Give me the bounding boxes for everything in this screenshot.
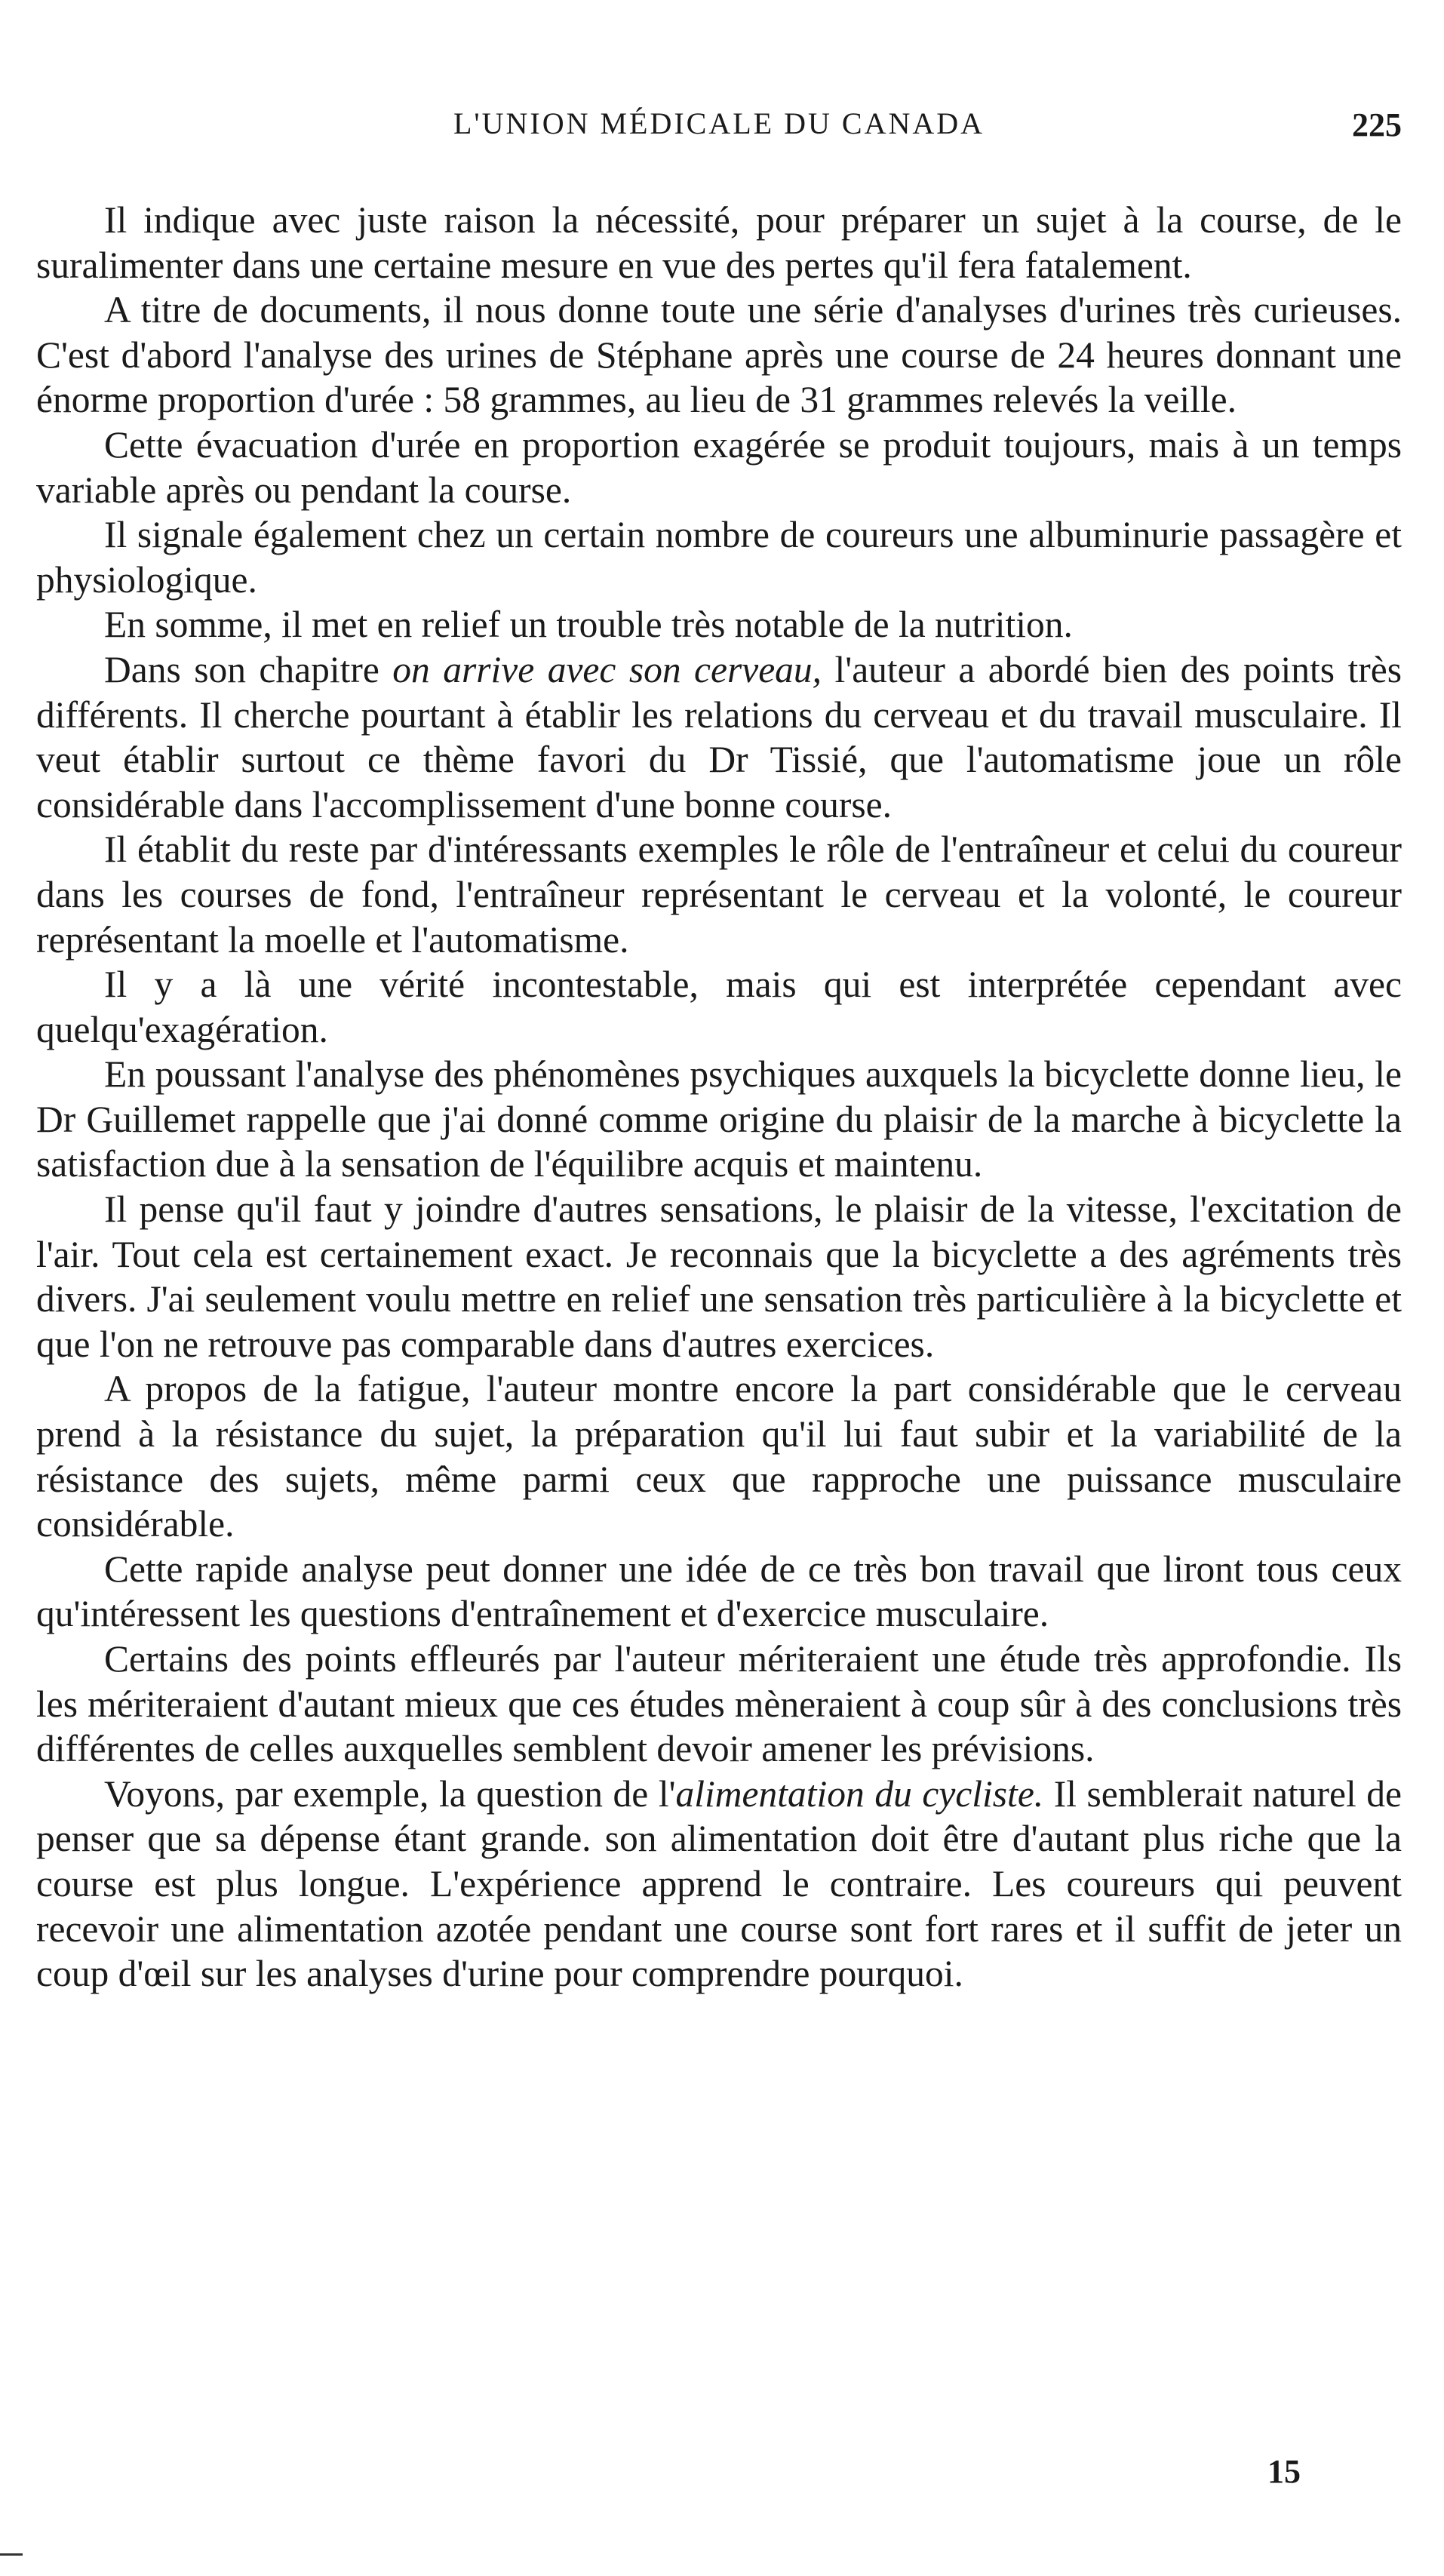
paragraph-14-italic: alimentation du cycliste. — [675, 1772, 1044, 1815]
paragraph-11: A propos de la fatigue, l'auteur montre encore la part considérable que le cerveau prend à la résistance du sujet, la préparation qu'il lui faut subir et la variabilité de la résistance des sujets, même parmi ceux que rapproche une puissance musculaire considérable. — [36, 1368, 1402, 1545]
paragraph-14-start: Voyons, par exemple, la question de l' — [104, 1772, 676, 1815]
paragraph-12: Cette rapide analyse peut donner une idée de ce très bon travail que liront tous ceux qu'intéressent les questions d'entraînement et d'exercice musculaire. — [36, 1548, 1402, 1635]
paragraph-6 — [36, 647, 1402, 827]
paragraph-10: Il pense qu'il faut y joindre d'autres sensations, le plaisir de la vitesse, l'excitation de l'air. Tout cela est certainement exact. Je reconnais que la bicyclette a des agréments très divers. J'ai seulement voulu mettre en relief une sensation très particulière à la bicyclette et que l'on ne retrouve pas comparable dans d'autres exercices. — [36, 1188, 1402, 1365]
page-number: 225 — [1352, 106, 1402, 143]
paragraph-2: A titre de documents, il nous donne toute une série d'analyses d'urines très curieuses. C'est d'abord l'analyse des urines de Stéphane après une course de 24 heures donnant une énorme proportion d'urée : 58 grammes, au lieu de 31 grammes relevés la veille. — [36, 289, 1402, 421]
paragraph-8: Il y a là une vérité incontestable, mais qui est interprétée cependant avec quelqu'exagération. — [36, 964, 1402, 1050]
paragraph-13: Certains des points effleurés par l'auteur mériteraient une étude très approfondie. Ils les mériteraient d'autant mieux que ces études mèneraient à coup sûr à des conclusions très différentes de celles auxquelles semblent devoir amener les prévisions. — [36, 1638, 1402, 1770]
paragraph-7: Il établit du reste par d'intéressants exemples le rôle de l'entraîneur et celui du coureur dans les courses de fond, l'entraîneur représentant le cerveau et la volonté, le coureur représentant la moelle et l'automatisme. — [36, 828, 1402, 961]
paragraph-3: Cette évacuation d'urée en proportion exagérée se produit toujours, mais à un temps variable après ou pendant la course. — [36, 423, 1402, 511]
running-title: L'UNION MÉDICALE DU CANADA — [453, 106, 985, 140]
paragraph-14-end: Il semblerait naturel de penser que sa dépense étant grande. son alimentation doit être d'autant plus riche que la course est plus longue. L'expérience apprend le contraire. Les coureurs qui peuvent recevoir une alimentation azotée pendant une course sont fort rares et il suffit de jeter un coup d'œil sur les analyses d'urine pour comprendre pourquoi. — [36, 1772, 1402, 1995]
signature-mark: 15 — [1267, 2453, 1301, 2490]
running-head — [36, 106, 1402, 151]
paragraph-6-end: l'auteur a abordé bien des points très différents. Il cherche pourtant à établir les relations du cerveau et du travail musculaire. Il veut établir surtout ce thème favori du Dr Tissié, que l'automatisme joue un rôle considérable dans l'accomplissement d'une bonne course. — [36, 648, 1402, 825]
paragraph-14 — [36, 1772, 1402, 1997]
paragraph-6-start: Dans son chapitre — [104, 648, 393, 690]
paragraph-1: Il indique avec juste raison la nécessité, pour préparer un sujet à la course, de le suralimenter dans une certaine mesure en vue des pertes qu'il fera fatalement. — [36, 199, 1402, 286]
paragraph-5: En somme, il met en relief un trouble très notable de la nutrition. — [104, 604, 1073, 646]
margin-rule — [0, 2553, 23, 2556]
body-text — [36, 198, 1402, 1997]
paragraph-6-italic: on arrive avec son cerveau, — [392, 648, 822, 690]
paragraph-4: Il signale également chez un certain nombre de coureurs une albuminurie passagère et physiologique. — [36, 514, 1402, 601]
paragraph-9: En poussant l'analyse des phénomènes psychiques auxquels la bicyclette donne lieu, le Dr Guillemet rappelle que j'ai donné comme origine du plaisir de la marche à bicyclette la satisfaction due à la sensation de l'équilibre acquis et maintenu. — [36, 1053, 1402, 1185]
